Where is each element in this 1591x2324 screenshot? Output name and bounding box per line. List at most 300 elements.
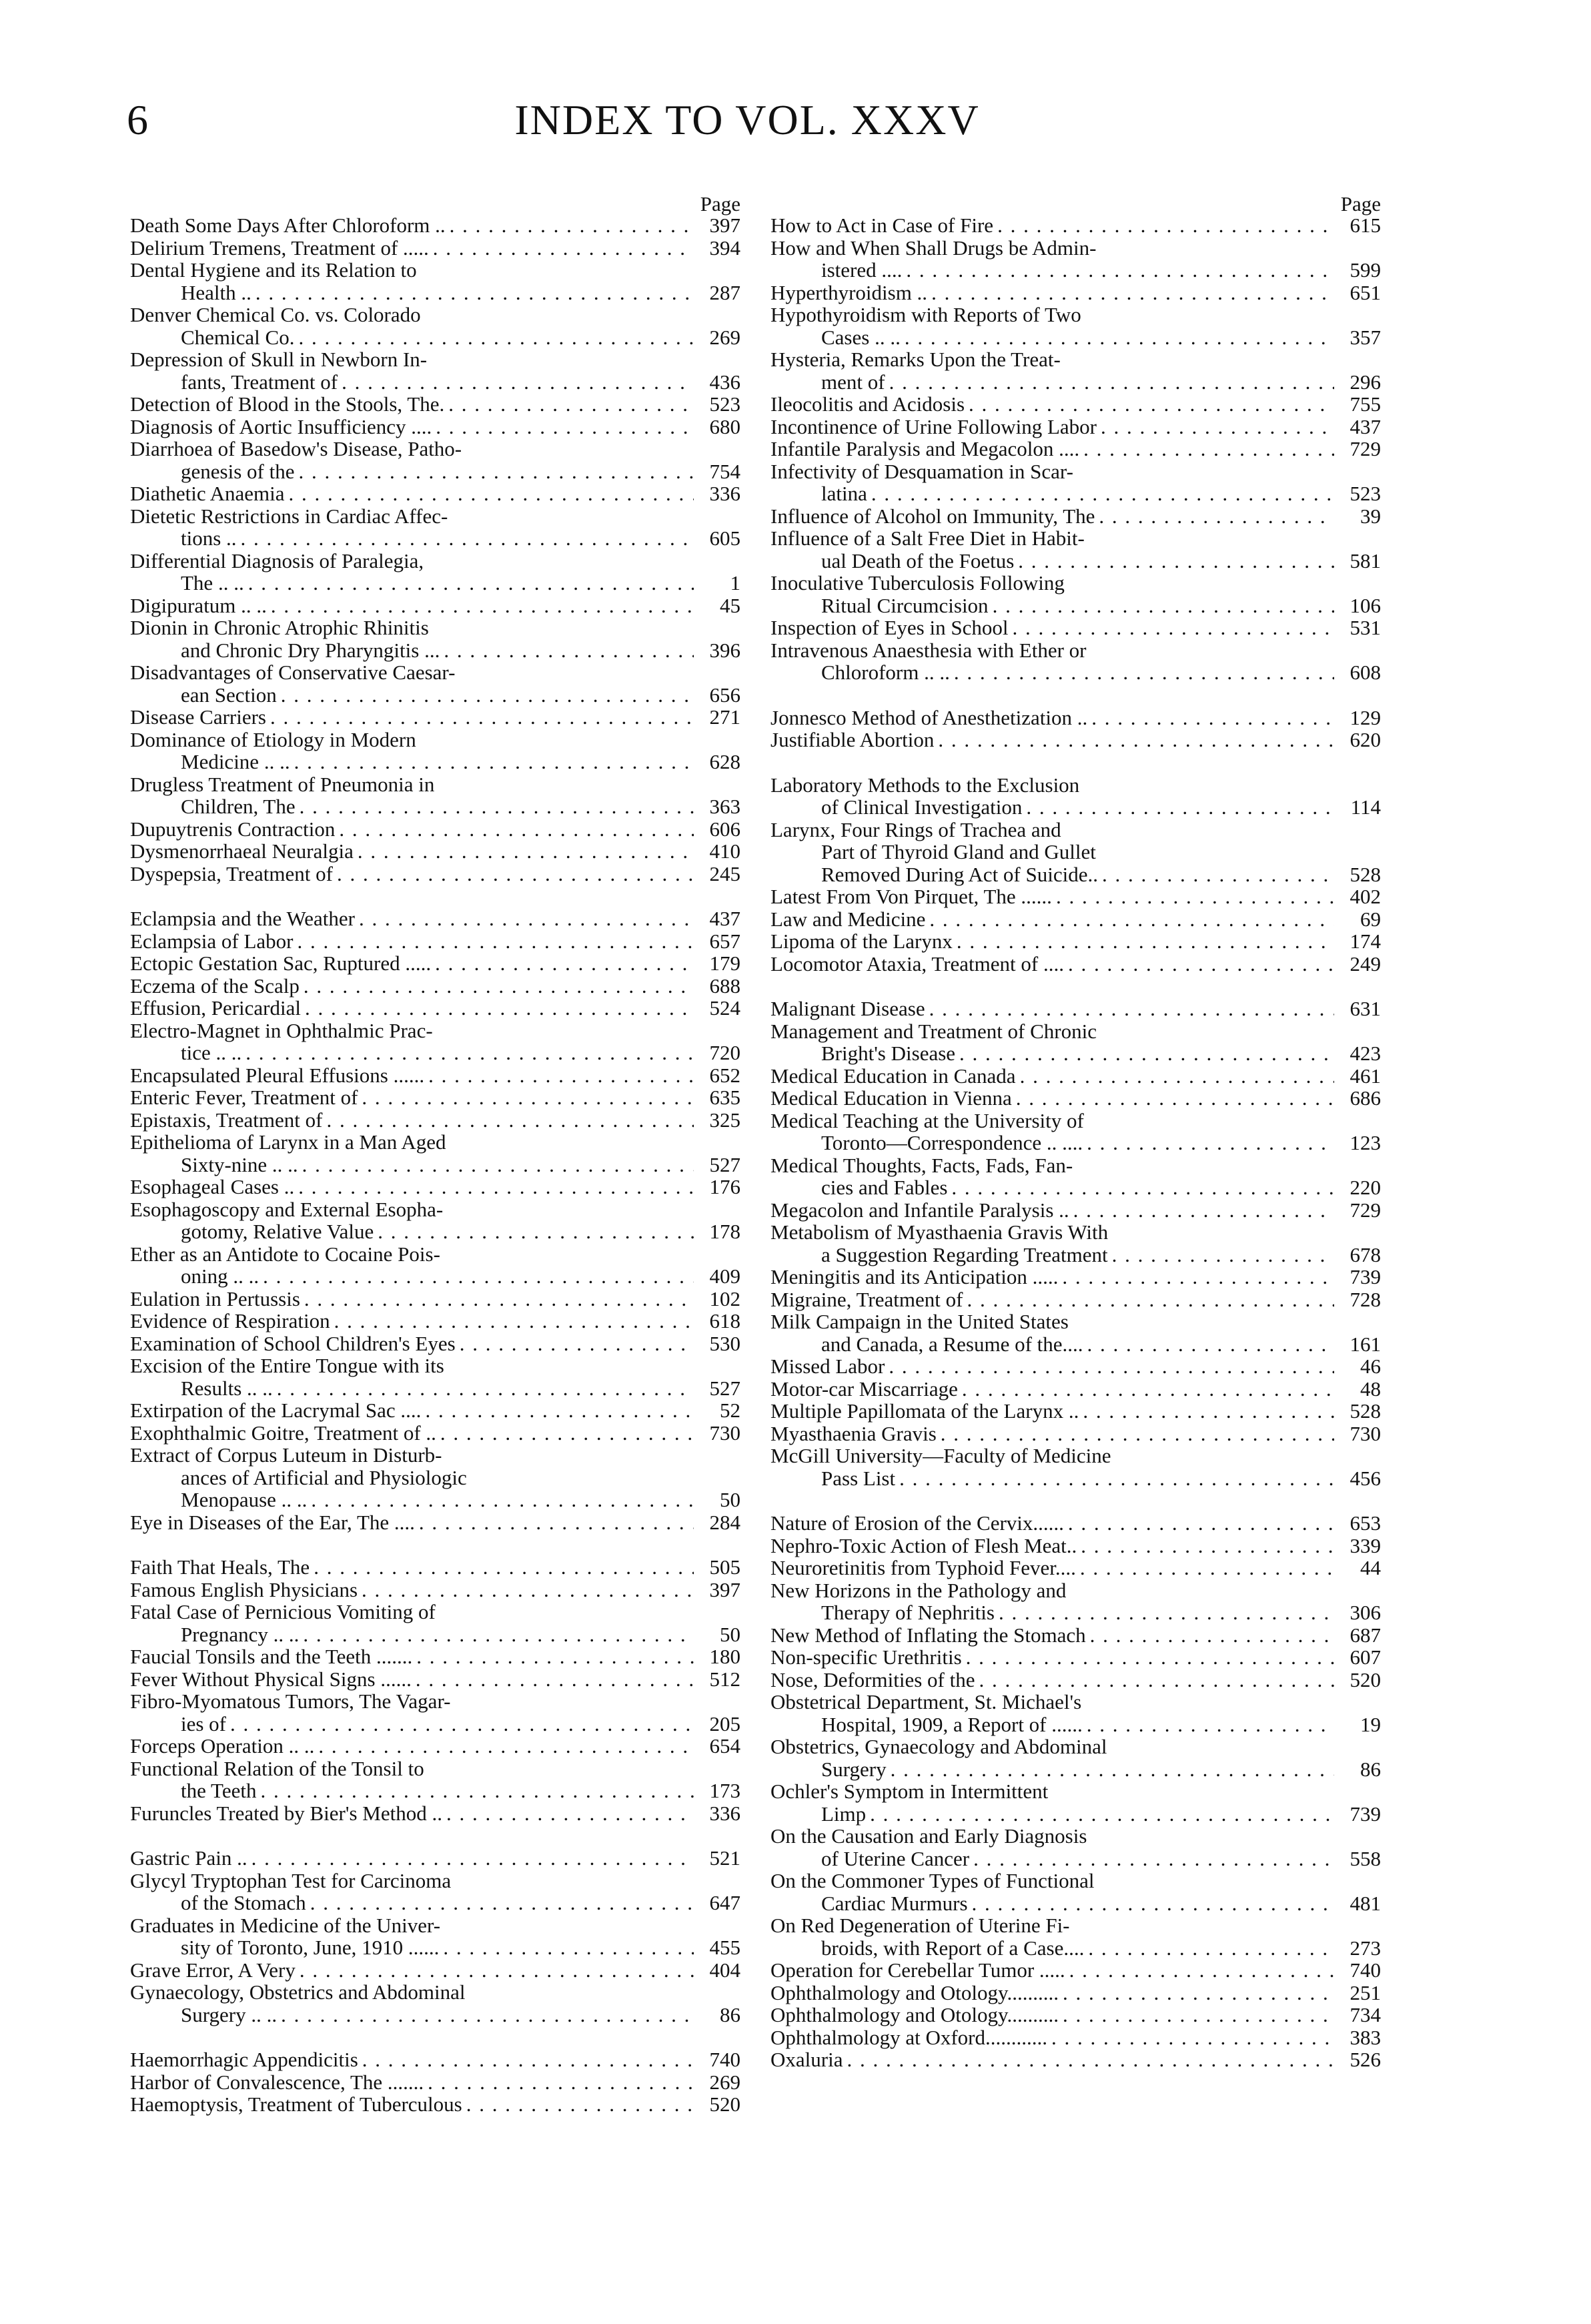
entry-text: a Suggestion Regarding Treatment bbox=[821, 1242, 1108, 1266]
entry-text: Motor-car Miscarriage bbox=[770, 1377, 958, 1401]
entry-continuation-line bbox=[770, 1176, 1381, 1199]
entry-text: How and When Shall Drugs be Admin- bbox=[770, 236, 1097, 260]
entry-page-number: 69 bbox=[1360, 907, 1381, 931]
entry-text: Lipoma of the Larynx bbox=[770, 929, 953, 953]
index-entry bbox=[130, 1422, 740, 1445]
entry-page-number: 52 bbox=[720, 1399, 740, 1422]
entry-title-line bbox=[130, 1109, 740, 1132]
index-entry bbox=[770, 438, 1381, 460]
entry-title-line bbox=[130, 661, 740, 684]
entry-title-line bbox=[770, 1691, 1381, 1713]
entry-page-number: 720 bbox=[709, 1041, 740, 1064]
entry-title-line bbox=[770, 460, 1381, 483]
dot-leader bbox=[255, 282, 694, 304]
dot-leader bbox=[1063, 2004, 1334, 2026]
entry-text: Chloroform .. .. bbox=[821, 661, 950, 684]
entry-page-number: 45 bbox=[720, 593, 740, 617]
index-entry bbox=[130, 773, 740, 818]
entry-continuation-line bbox=[130, 639, 740, 662]
entry-page-number: 605 bbox=[709, 526, 740, 550]
entry-text: latina bbox=[821, 482, 867, 505]
entry-text: McGill University—Faculty of Medicine bbox=[770, 1444, 1111, 1467]
entry-text: Infectivity of Desquamation in Scar- bbox=[770, 459, 1073, 483]
dot-leader bbox=[310, 1892, 694, 1914]
entry-title-line bbox=[130, 505, 740, 528]
entry-text: Locomotor Ataxia, Treatment of .... bbox=[770, 951, 1064, 976]
dot-leader bbox=[899, 1467, 1334, 1490]
dot-leader bbox=[1068, 953, 1334, 976]
index-entry bbox=[130, 818, 740, 841]
dot-leader bbox=[1088, 1937, 1334, 1960]
entry-title-line bbox=[130, 1579, 740, 1601]
entry-title-line bbox=[770, 348, 1381, 371]
entry-text: Justifiable Abortion bbox=[770, 728, 935, 751]
entry-page-number: 531 bbox=[1350, 616, 1381, 639]
entry-continuation-line bbox=[770, 326, 1381, 349]
index-entry bbox=[770, 237, 1381, 282]
entry-text: ean Section bbox=[181, 683, 277, 707]
index-column-left bbox=[130, 193, 740, 2116]
entry-title-line bbox=[770, 1914, 1381, 1937]
entry-title-line bbox=[770, 1579, 1381, 1602]
entry-continuation-line bbox=[130, 326, 740, 349]
dot-leader bbox=[466, 2093, 694, 2116]
index-entry bbox=[770, 282, 1381, 304]
entry-text: istered .... bbox=[821, 258, 903, 282]
entry-title-line bbox=[130, 348, 740, 371]
entry-text: Graduates in Medicine of the Univer- bbox=[130, 1913, 441, 1937]
entry-text: of the Stomach bbox=[181, 1891, 306, 1914]
dot-leader bbox=[241, 527, 694, 550]
entry-text: How to Act in Case of Fire bbox=[770, 214, 994, 237]
entry-page-number: 173 bbox=[709, 1779, 740, 1802]
entry-text: Menopause .. .. bbox=[181, 1488, 308, 1511]
entry-text: Malignant Disease bbox=[770, 997, 925, 1020]
index-entry bbox=[770, 953, 1381, 976]
dot-leader bbox=[435, 952, 694, 975]
dot-leader bbox=[1062, 1266, 1334, 1288]
entry-text: Incontinence of Urine Following Labor bbox=[770, 414, 1097, 438]
entry-continuation-line bbox=[130, 1220, 740, 1243]
entry-continuation-line bbox=[130, 460, 740, 483]
entry-page-number: 615 bbox=[1350, 214, 1381, 237]
entry-title-line bbox=[130, 1444, 740, 1467]
dot-leader bbox=[972, 1892, 1334, 1915]
entry-text: Esophagoscopy and External Esopha- bbox=[130, 1197, 444, 1221]
dot-leader bbox=[358, 840, 694, 863]
dot-leader bbox=[298, 326, 694, 349]
entry-text: Dionin in Chronic Atrophic Rhinitis bbox=[130, 616, 429, 639]
entry-text: Fever Without Physical Signs ...... bbox=[130, 1667, 412, 1691]
index-entry bbox=[770, 1557, 1381, 1579]
entry-continuation-line bbox=[770, 1713, 1381, 1736]
entry-text: New Horizons in the Pathology and bbox=[770, 1578, 1067, 1602]
entry-continuation-line bbox=[130, 1892, 740, 1914]
index-entry bbox=[770, 1579, 1381, 1624]
index-entry bbox=[770, 707, 1381, 729]
dot-leader bbox=[1018, 550, 1334, 572]
dot-leader bbox=[1069, 1959, 1334, 1982]
entry-page-number: 512 bbox=[709, 1667, 740, 1691]
entry-title-line bbox=[130, 1511, 740, 1534]
entry-page-number: 39 bbox=[1360, 504, 1381, 528]
entry-text: Nephro-Toxic Action of Flesh Meat.. bbox=[770, 1533, 1077, 1557]
entry-title-line bbox=[770, 1355, 1381, 1378]
dot-leader bbox=[1020, 1065, 1334, 1088]
entry-page-number: 678 bbox=[1350, 1242, 1381, 1266]
entry-title-line bbox=[130, 214, 740, 237]
entry-text: Ether as an Antidote to Cocaine Pois- bbox=[130, 1242, 440, 1266]
entry-text: Non-specific Urethritis bbox=[770, 1645, 962, 1669]
entry-page-number: 729 bbox=[1350, 1198, 1381, 1222]
index-entry bbox=[770, 1445, 1381, 1489]
index-entry bbox=[130, 237, 740, 260]
entry-title-line bbox=[130, 1668, 740, 1691]
index-entry bbox=[770, 908, 1381, 931]
index-entry bbox=[770, 729, 1381, 751]
entry-text: Glycyl Tryptophan Test for Carcinoma bbox=[130, 1868, 452, 1892]
dot-leader bbox=[1083, 438, 1334, 460]
entry-continuation-line bbox=[130, 1042, 740, 1064]
entry-page-number: 180 bbox=[709, 1645, 740, 1668]
index-entry bbox=[130, 1579, 740, 1601]
entry-text: Ectopic Gestation Sac, Ruptured ..... bbox=[130, 951, 432, 975]
index-entry bbox=[130, 1399, 740, 1422]
entry-page-number: 129 bbox=[1350, 705, 1381, 729]
page-title: INDEX TO VOL. XXXV bbox=[514, 96, 980, 143]
dot-leader bbox=[271, 595, 694, 617]
dot-leader bbox=[260, 1780, 694, 1802]
dot-leader bbox=[1102, 863, 1334, 886]
entry-text: Faucial Tonsils and the Teeth ....... bbox=[130, 1645, 413, 1668]
entry-text: Surgery bbox=[821, 1757, 887, 1781]
entry-page-number: 656 bbox=[709, 683, 740, 707]
dot-leader bbox=[957, 930, 1334, 953]
entry-title-line bbox=[770, 304, 1381, 326]
entry-text: of Clinical Investigation bbox=[821, 795, 1023, 819]
entry-page-number: 687 bbox=[1350, 1623, 1381, 1647]
entry-title-line bbox=[770, 505, 1381, 528]
entry-page-number: 755 bbox=[1350, 392, 1381, 416]
entry-text: Electro-Magnet in Ophthalmic Prac- bbox=[130, 1018, 433, 1042]
entry-title-line bbox=[130, 1735, 740, 1758]
entry-text: Inoculative Tuberculosis Following bbox=[770, 571, 1065, 595]
entry-text: Hypothyroidism with Reports of Two bbox=[770, 303, 1081, 326]
index-entry bbox=[130, 1198, 740, 1243]
entry-text: Influence of a Salt Free Diet in Habit- bbox=[770, 526, 1085, 550]
entry-page-number: 628 bbox=[709, 750, 740, 773]
dot-leader bbox=[1081, 1535, 1334, 1557]
dot-leader bbox=[1101, 416, 1334, 438]
index-entry bbox=[130, 1109, 740, 1132]
entry-text: Dysmenorrhaeal Neuralgia bbox=[130, 839, 354, 863]
index-entry bbox=[130, 997, 740, 1020]
entry-continuation-line bbox=[770, 1892, 1381, 1915]
entry-continuation-line bbox=[130, 572, 740, 595]
entry-text: Hyperthyroidism .. bbox=[770, 280, 928, 304]
dot-leader bbox=[1026, 796, 1334, 819]
entry-title-line bbox=[130, 1422, 740, 1445]
entry-continuation-line bbox=[770, 1467, 1381, 1490]
entry-title-line bbox=[770, 438, 1381, 460]
entry-text: Evidence of Respiration bbox=[130, 1309, 330, 1332]
dot-leader bbox=[294, 751, 694, 773]
entry-title-line bbox=[130, 550, 740, 572]
dot-leader bbox=[339, 818, 694, 841]
index-entry bbox=[130, 2071, 740, 2094]
dot-leader bbox=[425, 1399, 694, 1422]
dot-leader bbox=[1087, 1713, 1334, 1736]
entry-continuation-line bbox=[770, 796, 1381, 819]
index-entry bbox=[130, 505, 740, 550]
dot-leader bbox=[334, 1310, 694, 1332]
entry-title-line bbox=[770, 707, 1381, 729]
entry-text: genesis of the bbox=[181, 459, 295, 483]
entry-text: Drugless Treatment of Pneumonia in bbox=[130, 772, 435, 796]
entry-text: Dominance of Etiology in Modern bbox=[130, 727, 416, 751]
index-entry bbox=[770, 998, 1381, 1020]
entry-page-number: 631 bbox=[1350, 997, 1381, 1020]
entry-text: Eye in Diseases of the Ear, The .... bbox=[130, 1510, 415, 1534]
dot-leader bbox=[342, 371, 694, 394]
entry-page-number: 620 bbox=[1350, 728, 1381, 751]
dot-leader bbox=[1080, 1557, 1334, 1579]
entry-title-line bbox=[130, 1847, 740, 1870]
entry-text: Exophthalmic Goitre, Treatment of .. bbox=[130, 1421, 436, 1445]
index-entry bbox=[130, 1690, 740, 1735]
index-entry bbox=[130, 1020, 740, 1064]
entry-page-number: 461 bbox=[1350, 1064, 1381, 1088]
entry-page-number: 1 bbox=[730, 571, 740, 595]
index-entry bbox=[770, 1154, 1381, 1199]
entry-title-line bbox=[770, 2004, 1381, 2026]
entry-page-number: 754 bbox=[709, 459, 740, 483]
index-entry bbox=[130, 1332, 740, 1355]
entry-text: Diagnosis of Aortic Insufficiency .... bbox=[130, 414, 432, 438]
entry-text: Effusion, Pericardial bbox=[130, 996, 301, 1020]
entry-text: of Uterine Cancer bbox=[821, 1846, 970, 1870]
entry-title-line bbox=[130, 729, 740, 751]
index-entry bbox=[130, 1959, 740, 1982]
entry-text: Harbor of Convalescence, The ....... bbox=[130, 2070, 424, 2094]
entry-page-number: 730 bbox=[709, 1421, 740, 1445]
entry-text: Infantile Paralysis and Megacolon .... bbox=[770, 437, 1080, 460]
dot-leader bbox=[448, 393, 694, 416]
entry-continuation-line bbox=[130, 684, 740, 707]
entry-continuation-line bbox=[770, 371, 1381, 394]
index-entry bbox=[130, 2048, 740, 2071]
entry-text: Law and Medicine bbox=[770, 907, 926, 931]
entry-title-line bbox=[770, 1310, 1381, 1333]
dot-leader bbox=[251, 1847, 694, 1870]
entry-page-number: 86 bbox=[1360, 1757, 1381, 1781]
entry-page-number: 245 bbox=[709, 861, 740, 885]
dot-leader bbox=[905, 326, 1334, 349]
entry-page-number: 394 bbox=[709, 236, 740, 260]
entry-title-line bbox=[770, 908, 1381, 931]
entry-text: Eulation in Pertussis bbox=[130, 1286, 300, 1310]
entry-text: Larynx, Four Rings of Trachea and bbox=[770, 817, 1061, 841]
entry-text: On Red Degeneration of Uterine Fi- bbox=[770, 1914, 1070, 1937]
entry-continuation-line bbox=[130, 1377, 740, 1400]
index-entry bbox=[130, 550, 740, 595]
entry-text: Ochler's Symptom in Intermittent bbox=[770, 1780, 1049, 1803]
entry-page-number: 456 bbox=[1350, 1466, 1381, 1490]
entry-continuation-line bbox=[770, 1132, 1381, 1154]
index-entry bbox=[130, 393, 740, 416]
dot-leader bbox=[326, 1109, 694, 1132]
index-entry bbox=[130, 1354, 740, 1399]
index-entry bbox=[130, 1668, 740, 1691]
dot-leader bbox=[1090, 1624, 1334, 1647]
entry-page-number: 686 bbox=[1350, 1086, 1381, 1110]
entry-continuation-line bbox=[130, 1467, 740, 1489]
dot-leader bbox=[443, 1936, 694, 1959]
entry-text: ment of bbox=[821, 370, 885, 394]
entry-text: Excision of the Entire Tongue with its bbox=[130, 1354, 444, 1377]
entry-text: fants, Treatment of bbox=[181, 370, 338, 394]
entry-page-number: 635 bbox=[709, 1086, 740, 1109]
entry-page-number: 581 bbox=[1350, 548, 1381, 572]
index-entry bbox=[130, 2093, 740, 2116]
entry-text: Examination of School Children's Eyes bbox=[130, 1331, 456, 1355]
entry-page-number: 176 bbox=[709, 1175, 740, 1198]
entry-title-line bbox=[130, 840, 740, 863]
entry-title-line bbox=[770, 1378, 1381, 1401]
entry-page-number: 654 bbox=[709, 1734, 740, 1758]
entry-title-line bbox=[130, 1690, 740, 1713]
entry-title-line bbox=[770, 1512, 1381, 1535]
entry-text: Milk Campaign in the United States bbox=[770, 1310, 1069, 1333]
entry-continuation-line bbox=[770, 841, 1381, 863]
entry-text: Faith That Heals, The bbox=[130, 1555, 310, 1579]
index-entry bbox=[770, 1199, 1381, 1222]
entry-text: Dupuytrenis Contraction bbox=[130, 817, 336, 841]
entry-title-line bbox=[130, 237, 740, 260]
entry-page-number: 520 bbox=[1350, 1667, 1381, 1691]
entry-title-line bbox=[770, 1669, 1381, 1691]
entry-title-line bbox=[130, 975, 740, 998]
dot-leader bbox=[362, 2048, 694, 2071]
entry-page-number: 339 bbox=[1350, 1533, 1381, 1557]
entry-title-line bbox=[770, 1445, 1381, 1467]
entry-text: Famous English Physicians bbox=[130, 1577, 358, 1601]
dot-leader bbox=[1051, 2026, 1334, 2049]
entry-page-number: 410 bbox=[709, 839, 740, 863]
index-entry bbox=[130, 1556, 740, 1579]
dot-leader bbox=[973, 1848, 1334, 1870]
index-entry bbox=[130, 617, 740, 661]
entry-text: Latest From Von Pirquet, The ...... bbox=[770, 885, 1052, 908]
index-entry bbox=[770, 1221, 1381, 1266]
entry-continuation-line bbox=[130, 1265, 740, 1288]
entry-title-line bbox=[130, 1243, 740, 1266]
dot-leader bbox=[997, 214, 1334, 237]
dot-leader bbox=[1073, 1199, 1334, 1222]
entry-page-number: 521 bbox=[709, 1846, 740, 1870]
index-entry bbox=[130, 729, 740, 773]
index-entry bbox=[770, 572, 1381, 617]
dot-leader bbox=[1112, 1244, 1334, 1266]
index-entry bbox=[770, 1355, 1381, 1378]
index-entry bbox=[130, 1802, 740, 1825]
entry-page-number: 527 bbox=[709, 1376, 740, 1400]
index-entry bbox=[770, 1020, 1381, 1065]
entry-title-line bbox=[130, 1399, 740, 1422]
entry-continuation-line bbox=[770, 1601, 1381, 1624]
entry-text: Diarrhoea of Basedow's Disease, Patho- bbox=[130, 437, 462, 460]
entry-continuation-line bbox=[770, 1803, 1381, 1826]
dot-leader bbox=[889, 371, 1334, 394]
entry-title-line bbox=[130, 1198, 740, 1221]
entry-title-line bbox=[130, 997, 740, 1020]
index-entry bbox=[770, 1825, 1381, 1870]
entry-text: Neuroretinitis from Typhoid Fever.... bbox=[770, 1556, 1076, 1579]
entry-page-number: 287 bbox=[709, 280, 740, 304]
index-entry bbox=[130, 661, 740, 706]
index-entry bbox=[130, 1870, 740, 1914]
entry-title-line bbox=[770, 885, 1381, 908]
index-entry bbox=[770, 1691, 1381, 1735]
entry-title-line bbox=[770, 1959, 1381, 1982]
entry-title-line bbox=[770, 527, 1381, 550]
entry-page-number: 652 bbox=[709, 1063, 740, 1087]
entry-page-number: 728 bbox=[1350, 1287, 1381, 1311]
entry-title-line bbox=[130, 952, 740, 975]
entry-text: Ophthalmology and Otology.......... bbox=[770, 1980, 1059, 2004]
entry-title-line bbox=[770, 2026, 1381, 2049]
index-entry bbox=[770, 1780, 1381, 1825]
index-entry bbox=[130, 1131, 740, 1176]
dot-leader bbox=[302, 1154, 694, 1176]
entry-page-number: 528 bbox=[1350, 1399, 1381, 1423]
dot-leader bbox=[967, 1288, 1334, 1311]
entry-title-line bbox=[130, 1870, 740, 1892]
entry-page-number: 680 bbox=[709, 414, 740, 438]
index-entry bbox=[130, 1288, 740, 1310]
entry-page-number: 102 bbox=[709, 1286, 740, 1310]
index-entry bbox=[770, 930, 1381, 953]
entry-page-number: 296 bbox=[1350, 370, 1381, 394]
entry-text: On the Causation and Early Diagnosis bbox=[770, 1824, 1087, 1848]
entry-page-number: 729 bbox=[1350, 437, 1381, 460]
entry-title-line bbox=[770, 1020, 1381, 1043]
dot-leader bbox=[305, 997, 694, 1020]
entry-title-line bbox=[130, 1176, 740, 1198]
entry-continuation-line bbox=[130, 1713, 740, 1735]
entry-continuation-line bbox=[130, 751, 740, 773]
entry-continuation-line bbox=[770, 661, 1381, 684]
dot-leader bbox=[871, 482, 1334, 505]
dot-leader bbox=[1068, 1512, 1334, 1535]
entry-text: Medical Education in Vienna bbox=[770, 1086, 1012, 1110]
dot-leader bbox=[277, 1377, 694, 1400]
index-entry bbox=[770, 617, 1381, 639]
entry-page-number: 481 bbox=[1350, 1891, 1381, 1915]
entry-text: Part of Thyroid Gland and Gullet bbox=[821, 840, 1096, 863]
entry-title-line bbox=[770, 1825, 1381, 1848]
entry-text: Myasthaenia Gravis bbox=[770, 1421, 937, 1445]
entry-page-number: 50 bbox=[720, 1488, 740, 1511]
entry-page-number: 46 bbox=[1360, 1354, 1381, 1378]
entry-page-number: 437 bbox=[1350, 414, 1381, 438]
entry-page-number: 363 bbox=[709, 795, 740, 818]
dot-leader bbox=[297, 930, 694, 953]
dot-leader bbox=[906, 259, 1334, 282]
entry-title-line bbox=[130, 930, 740, 953]
entry-title-line bbox=[770, 1110, 1381, 1132]
entry-page-number: 269 bbox=[709, 325, 740, 349]
